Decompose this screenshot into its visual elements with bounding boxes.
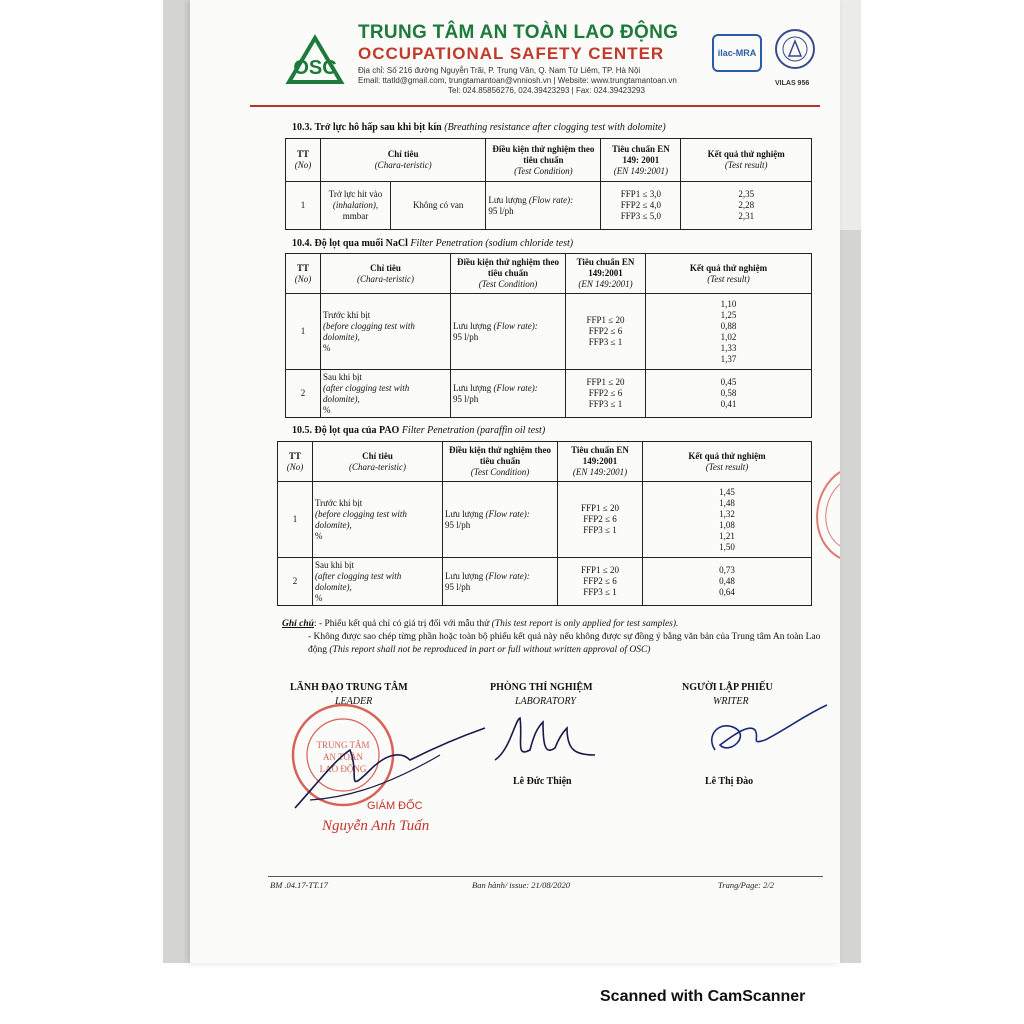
org-email-web: Email: ttatld@gmail.com, trungtamantoan@vnniosh.vn | Website: www.trungtamantoan.vn <box>358 76 677 85</box>
leader-heading-en: LEADER <box>335 696 373 707</box>
accreditation-seal-icon <box>774 28 816 70</box>
col-result: Kết quả thử nghiệm (Test result) <box>643 442 812 482</box>
standard-cell: FFP1 ≤ 20 FFP2 ≤ 6 FFP3 ≤ 1 <box>558 558 643 606</box>
leader-heading: LÃNH ĐẠO TRUNG TÂM <box>290 682 408 693</box>
report-notes <box>282 618 822 657</box>
vilas-label: VILAS 956 <box>775 80 810 87</box>
osc-logo-icon <box>285 30 345 86</box>
section-title-vn: Trở lực hô hấp sau khi bịt kín <box>314 122 442 133</box>
note-2-vn: - Không được sao chép từng phần hoặc toàn bộ phiếu kết quả này nếu không được sự đồng ý bằng văn bản của Trung tâm An toàn Lao động <box>308 632 821 655</box>
table-row <box>286 182 812 230</box>
col-condition: Điều kiện thử nghiệm theo tiêu chuẩn (Test Condition) <box>451 254 566 294</box>
section-title-vn: Độ lọt qua muối NaCl <box>314 238 408 249</box>
standard-cell: FFP1 ≤ 20 FFP2 ≤ 6 FFP3 ≤ 1 <box>566 370 646 418</box>
section-10-3-title <box>292 122 666 133</box>
ilac-badge-label: ilac-MRA <box>717 48 757 58</box>
logo-text: OSC <box>293 57 337 79</box>
note-2-en: (This report shall not be reproduced in part or full without written approval of OSC) <box>329 645 651 655</box>
writer-heading-en: WRITER <box>713 696 749 707</box>
section-number: 10.4. <box>292 238 312 249</box>
lab-heading: PHÒNG THÍ NGHIỆM <box>490 682 593 693</box>
footer-divider <box>268 876 823 877</box>
notes-label: Ghi chú <box>282 619 314 629</box>
header-divider <box>250 105 820 107</box>
lab-heading-en: LABORATORY <box>515 696 576 707</box>
chara-cell: Trở lực hít vào (inhalation), mmbar <box>321 182 391 230</box>
side-stamp-icon <box>802 470 840 560</box>
section-title-en: Filter Penetration (paraffin oil test) <box>401 425 546 436</box>
condition-cell: Lưu lượng (Flow rate): 95 l/ph <box>443 558 558 606</box>
chara-cell: Sau khi bịt (after clogging test with dolomite), % <box>321 370 451 418</box>
condition-cell: Lưu lượng (Flow rate): 95 l/ph <box>443 482 558 558</box>
svg-text:LAO ĐỘNG: LAO ĐỘNG <box>319 764 367 774</box>
col-standard: Tiêu chuẩn EN 149:2001 (EN 149:2001) <box>558 442 643 482</box>
org-address: Địa chỉ: Số 216 đường Nguyễn Trãi, P. Trung Văn, Q. Nam Từ Liêm, TP. Hà Nội <box>358 66 641 75</box>
writer-signer-name: Lê Thị Đào <box>705 776 754 787</box>
lab-signature-icon <box>485 710 605 770</box>
org-contact <box>358 66 677 96</box>
org-name-vn: TRUNG TÂM AN TOÀN LAO ĐỘNG <box>358 22 679 43</box>
page-number: Trang/Page: 2/2 <box>718 880 774 890</box>
row-no: 2 <box>286 370 321 418</box>
section-title-en: Filter Penetration (sodium chloride test) <box>410 238 574 249</box>
chara-cell: Trước khi bịt (before clogging test with dolomite), % <box>321 294 451 370</box>
condition-cell: Lưu lượng (Flow rate): 95 l/ph <box>486 182 601 230</box>
col-result: Kết quả thử nghiệm (Test result) <box>646 254 812 294</box>
chara-cell: Trước khi bịt (before clogging test with dolomite), % <box>313 482 443 558</box>
result-cell: 1,45 1,48 1,32 1,08 1,21 1,50 <box>643 482 812 558</box>
col-chara: Chỉ tiêu (Chara-teristic) <box>321 254 451 294</box>
col-chara: Chỉ tiêu (Chara-teristic) <box>313 442 443 482</box>
camscanner-watermark: Scanned with CamScanner <box>600 988 806 1005</box>
org-tel-fax: Tel: 024.85856276, 024.39423293 | Fax: 024.39423293 <box>448 86 645 95</box>
col-condition: Điều kiện thử nghiệm theo tiêu chuẩn (Test Condition) <box>486 139 601 182</box>
table-row <box>278 482 812 558</box>
org-name-en: OCCUPATIONAL SAFETY CENTER <box>358 44 665 63</box>
table-10-3 <box>285 138 812 230</box>
col-condition: Điều kiện thử nghiệm theo tiêu chuẩn (Test Condition) <box>443 442 558 482</box>
row-no: 2 <box>278 558 313 606</box>
lab-signer-name: Lê Đức Thiện <box>513 776 572 787</box>
standard-cell: FFP1 ≤ 3,0 FFP2 ≤ 4,0 FFP3 ≤ 5,0 <box>601 182 681 230</box>
col-no: TT (No) <box>286 254 321 294</box>
writer-heading: NGƯỜI LẬP PHIẾU <box>682 682 773 693</box>
result-cell: 0,73 0,48 0,64 <box>643 558 812 606</box>
standard-cell: FFP1 ≤ 20 FFP2 ≤ 6 FFP3 ≤ 1 <box>558 482 643 558</box>
row-no: 1 <box>278 482 313 558</box>
result-cell: 1,10 1,25 0,88 1,02 1,33 1,37 <box>646 294 812 370</box>
section-title-vn: Độ lọt qua của PAO <box>314 425 400 436</box>
svg-text:AN TOÀN: AN TOÀN <box>323 752 363 762</box>
writer-signature-icon <box>695 700 830 765</box>
col-chara: Chỉ tiêu (Chara-teristic) <box>321 139 486 182</box>
result-cell: 0,45 0,58 0,41 <box>646 370 812 418</box>
col-no: TT (No) <box>278 442 313 482</box>
condition-cell: Lưu lượng (Flow rate): 95 l/ph <box>451 294 566 370</box>
table-row <box>286 370 812 418</box>
svg-text:TRUNG TÂM: TRUNG TÂM <box>316 740 370 750</box>
section-10-5-title <box>292 425 545 436</box>
chara-cell: Sau khi bịt (after clogging test with dolomite), % <box>313 558 443 606</box>
section-title-en: (Breathing resistance after clogging test with dolomite) <box>444 122 666 133</box>
valve-cell: Không có van <box>391 182 486 230</box>
table-row <box>278 558 812 606</box>
section-10-4-title <box>292 238 573 249</box>
ilac-badge-icon <box>712 34 762 72</box>
section-number: 10.3. <box>292 122 312 133</box>
director-title: GIÁM ĐỐC <box>367 800 423 812</box>
section-number: 10.5. <box>292 425 312 436</box>
col-standard: Tiêu chuẩn EN 149:2001 (EN 149:2001) <box>566 254 646 294</box>
note-1-vn: : - Phiếu kết quả chỉ có giá trị đối với mẫu thử <box>313 619 490 629</box>
table-10-4 <box>285 253 812 418</box>
document-page <box>190 0 840 963</box>
form-code: BM .04.17-TT.17 <box>270 880 328 890</box>
director-name: Nguyễn Anh Tuấn <box>322 818 430 834</box>
letterhead <box>190 0 840 112</box>
col-no: TT (No) <box>286 139 321 182</box>
standard-cell: FFP1 ≤ 20 FFP2 ≤ 6 FFP3 ≤ 1 <box>566 294 646 370</box>
issue-date: Ban hành/ issue: 21/08/2020 <box>472 880 570 890</box>
row-no: 1 <box>286 294 321 370</box>
col-result: Kết quả thử nghiệm (Test result) <box>681 139 812 182</box>
condition-cell: Lưu lượng (Flow rate): 95 l/ph <box>451 370 566 418</box>
table-10-5 <box>277 441 812 606</box>
row-no: 1 <box>286 182 321 230</box>
col-standard: Tiêu chuẩn EN 149: 2001 (EN 149:2001) <box>601 139 681 182</box>
table-row <box>286 294 812 370</box>
result-cell: 2,35 2,28 2,31 <box>681 182 812 230</box>
note-1-en: (This test report is only applied for test samples). <box>491 619 679 629</box>
